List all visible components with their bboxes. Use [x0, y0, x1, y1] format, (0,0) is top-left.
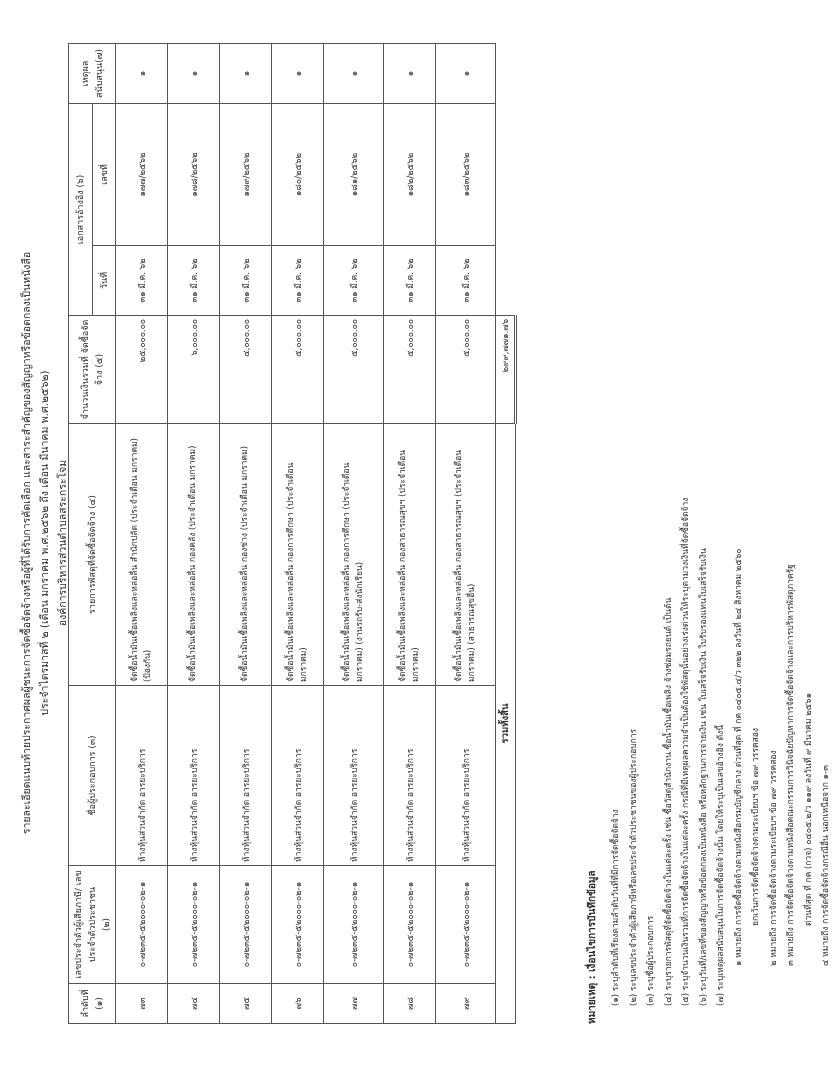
cell-vendor: ห้างหุ้นส่วนจำกัด อารยะบริการ	[168, 686, 220, 866]
table-row	[220, 44, 272, 1024]
sub-note-item: ๑ หมายถึง การจัดซื้อจัดจ้างตามหนังสือกรมบัญชีกลาง ด่วนที่สุด ที่ กค ๐๔๐๕.๔/ว ๓๒๒ ลงวันที่ ๒๔ สิงหาคม ๒๕๖๐	[733, 548, 744, 966]
cell-amount: ๖,๐๐๐.๐๐	[168, 316, 220, 424]
cell-reason: ๑	[220, 44, 272, 104]
remarks-notes	[608, 46, 836, 1006]
cell-amount: ๕,๐๐๐.๐๐	[324, 316, 384, 424]
cell-reason: ๑	[436, 44, 496, 104]
cell-items: จัดซื้อน้ำมันเชื้อเพลิงและหล่อลื่น กองสาธารณสุขฯ (ประจำเดือน มกราคม) (สาธารณสุขอื่น)	[436, 424, 496, 686]
cell-taxid: ๐-๗๒๓๕-๕๒๐๐๐-๐๒-๑	[436, 866, 496, 984]
col-reason-header: เหตุผล สนับสนุน(๗)	[69, 44, 116, 104]
cell-amount: ๔,๐๐๐.๐๐	[220, 316, 272, 424]
note-item: (๒) ระบุเลขประจำตัวผู้เสียภาษีหรือเลขประจำตัวประชาชนของผู้ประกอบการ	[628, 728, 639, 1006]
sub-note-item: ๒ หมายถึง การจัดซื้อจัดจ้างตามระเบียบฯ ข้อ ๗๙ วรรคสอง	[768, 750, 779, 966]
cell-amount: ๕,๐๐๐.๐๐	[272, 316, 324, 424]
cell-date: ๓๑ มี.ค. ๖๒	[272, 246, 324, 316]
cell-seq: ๗๓	[116, 984, 168, 1024]
cell-vendor: ห้างหุ้นส่วนจำกัด อารยะบริการ	[436, 686, 496, 866]
note-item: (๗) ระบุเหตุผลสนับสนุนในการจัดซื้อจัดจ้างนั้น โดยให้ระบุเป็นเลขอ้างอิง ดังนี้	[716, 724, 726, 1006]
remarks-title: หมายเหตุ : เงื่อนไขการบันทึกข้อมูล	[587, 870, 598, 1024]
cell-vendor: ห้างหุ้นส่วนจำกัด อารยะบริการ	[220, 686, 272, 866]
table-row	[436, 44, 496, 1024]
cell-seq: ๗๘	[384, 984, 436, 1024]
col-number-header: เลขที่	[92, 104, 116, 246]
cell-reason: ๑	[384, 44, 436, 104]
cell-vendor: ห้างหุ้นส่วนจำกัด อารยะบริการ	[324, 686, 384, 866]
cell-seq: ๗๔	[168, 984, 220, 1024]
col-items-header: รายการพัสดุที่จัดซื้อจัดจ้าง (๔)	[69, 424, 116, 686]
table-row	[168, 44, 220, 1024]
total-row	[496, 44, 516, 1024]
cell-reason: ๑	[272, 44, 324, 104]
cell-number: ๑๘๑/๒๕๖๒	[324, 104, 384, 246]
cell-reason: ๑	[168, 44, 220, 104]
cell-number: ๑๗๙/๒๕๖๒	[220, 104, 272, 246]
sub-note-item: ยกเว้นการจัดซื้อจัดจ้างตามระเบียบฯ ข้อ ๗๙ วรรคสอง	[751, 727, 761, 926]
document-organization: องค์การบริหารส่วนตำบลสระกระโจม	[57, 459, 69, 627]
table-row	[324, 44, 384, 1024]
cell-taxid: ๐-๗๒๓๕-๕๒๐๐๐-๐๒-๑	[168, 866, 220, 984]
cell-reason: ๑	[324, 44, 384, 104]
cell-items: จัดซื้อน้ำมันเชื้อเพลิงและหล่อลื่น กองการศึกษา (ประจำเดือน มกราคม) (งานรถรับ-ส่งนักเรียน)	[324, 424, 384, 686]
cell-vendor: ห้างหุ้นส่วนจำกัด อารยะบริการ	[272, 686, 324, 866]
cell-taxid: ๐-๗๒๓๕-๕๒๐๐๐-๐๒-๑	[324, 866, 384, 984]
col-date-header: วันที่	[92, 246, 116, 316]
cell-taxid: ๐-๗๒๓๕-๕๒๐๐๐-๐๒-๑	[272, 866, 324, 984]
cell-date: ๓๑ มี.ค. ๖๒	[436, 246, 496, 316]
cell-date: ๓๑ มี.ค. ๖๒	[220, 246, 272, 316]
table-row	[272, 44, 324, 1024]
cell-date: ๓๑ มี.ค. ๖๒	[116, 246, 168, 316]
cell-number: ๑๗๘/๒๕๖๒	[168, 104, 220, 246]
cell-number: ๑๘๐/๒๕๖๒	[272, 104, 324, 246]
col-seq-header: ลำดับที่ (๑)	[69, 984, 116, 1024]
cell-items: จัดซื้อน้ำมันเชื้อเพลิงและหล่อลื่น กองคลัง (ประจำเดือน มกราคม)	[168, 424, 220, 686]
cell-amount: ๕,๐๐๐.๐๐	[384, 316, 436, 424]
cell-number: ๑๘๒/๒๕๖๒	[384, 104, 436, 246]
sub-note-item: ๓ หมายถึง การจัดซื้อจัดจ้างตามหนังสือคณะกรรมการวินิจฉัยปัญหาการจัดซื้อจัดจ้างและการบริหารพัสดุภาครัฐ	[786, 564, 796, 966]
col-ref-header: เอกสารอ้างอิง (๖)	[69, 104, 93, 316]
note-item: (๓) ระบุชื่อผู้ประกอบการ	[646, 915, 656, 1006]
cell-number: ๑๘๓/๒๕๖๒	[436, 104, 496, 246]
cell-taxid: ๐-๗๒๓๕-๕๒๐๐๐-๐๒-๑	[220, 866, 272, 984]
table-row	[384, 44, 436, 1024]
cell-items: จัดซื้อน้ำมันเชื้อเพลิงและหล่อลื่น กองการศึกษา (ประจำเดือน มกราคม)	[272, 424, 324, 686]
cell-taxid: ๐-๗๒๓๕-๕๒๐๐๐-๐๒-๑	[116, 866, 168, 984]
cell-date: ๓๑ มี.ค. ๖๒	[168, 246, 220, 316]
sub-note-item: ด่วนที่สุด ที่ กค (กวจ) ๐๔๐๕.๒/ว ๑๑๙ ลงวันที่ ๙ มีนาคม ๒๕๖๑	[803, 693, 814, 926]
note-item: (๖) ระบุวันที่/เลขที่ของสัญญาหรือข้อตกลงเป็นหนังสือ หรือหลักฐานการจ่ายเงิน เช่น ใบเสร็จรับเงิน ใบรับรองแทนใบเสร็จรับเงิน	[698, 548, 709, 1006]
cell-vendor: ห้างหุ้นส่วนจำกัด อารยะบริการ	[384, 686, 436, 866]
cell-date: ๓๑ มี.ค. ๖๒	[324, 246, 384, 316]
sub-note-item: ๔ หมายถึง การจัดซื้อจัดจ้างกรณีอื่น นอกเหนือจาก ๑-๓	[821, 765, 831, 966]
cell-amount: ๕,๐๐๐.๐๐	[436, 316, 496, 424]
cell-vendor: ห้างหุ้นส่วนจำกัด อารยะบริการ	[116, 686, 168, 866]
cell-items: จัดซื้อน้ำมันเชื้อเพลิงและหล่อลื่น สำนักปลัด (ประจำเดือน มกราคม) (ป้องกัน)	[116, 424, 168, 686]
cell-seq: ๗๖	[272, 984, 324, 1024]
note-item: (๕) ระบุจำนวนเงินรวมที่การจัดซื้อจัดจ้างในแต่ละครั้ง กรณีที่มีเหตุผลความจำเป็นต้องใช้พัสดุนั้นอย่างเร่งด่วนให้ระบุตามวงเงินที่จัดซื้อจัดจ้าง	[681, 497, 691, 1006]
col-taxid-header: เลขประจำตัวผู้เสียภาษี/ เลขประจำตัวประชาชน (๒)	[69, 866, 116, 984]
cell-date: ๓๑ มี.ค. ๖๒	[384, 246, 436, 316]
note-item: (๔) ระบุรายการพัสดุที่จัดซื้อจัดจ้างในแต่ละครั้ง เช่น ซื้อวัสดุสำนักงาน ซื้อน้ำมันเชื้อเพลิง จ้างซ่อมรถยนต์ เป็นต้น	[663, 597, 674, 1006]
document-period: ประจำไตรมาสที่ ๒ (เดือน มกราคม พ.ศ.๒๕๖๒ ถึง เดือน มีนาคม พ.ศ.๒๕๖๒)	[39, 370, 51, 716]
total-amount: ๒๙๙,๗๗๑.๗๖	[496, 316, 516, 424]
document-title: รายละเอียดแนบท้ายประกาศผลผู้ชนะการจัดซื้อจัดจ้างหรือผู้ที่ได้รับการคัดเลือก และสาระสำคัญของสัญญาหรือข้อตกลงเป็นหนังสือ	[21, 251, 33, 835]
cell-number: ๑๗๗/๒๕๖๒	[116, 104, 168, 246]
cell-reason: ๑	[116, 44, 168, 104]
cell-seq: ๗๕	[220, 984, 272, 1024]
cell-items: จัดซื้อน้ำมันเชื้อเพลิงและหล่อลื่น กองช่าง (ประจำเดือน มกราคม)	[220, 424, 272, 686]
cell-amount: ๒๕,๐๐๐.๐๐	[116, 316, 168, 424]
col-amount-header: จำนวนเงินรวมที่ จัดซื้อจัดจ้าง (๕)	[69, 316, 116, 424]
cell-taxid: ๐-๗๒๓๕-๕๒๐๐๐-๐๒-๑	[384, 866, 436, 984]
procurement-table	[68, 43, 517, 1024]
total-label: รวมทั้งสิ้น	[496, 424, 516, 1024]
table-row	[116, 44, 168, 1024]
cell-seq: ๗๙	[436, 984, 496, 1024]
note-item: (๑) ระบุลำดับที่เรียงตามลำดับวันที่ที่มีการจัดซื้อจัดจ้าง	[611, 809, 621, 1006]
cell-seq: ๗๗	[324, 984, 384, 1024]
cell-items: จัดซื้อน้ำมันเชื้อเพลิงและหล่อลื่น กองสาธารณสุขฯ (ประจำเดือน มกราคม)	[384, 424, 436, 686]
col-vendor-header: ชื่อผู้ประกอบการ (๓)	[69, 686, 116, 866]
